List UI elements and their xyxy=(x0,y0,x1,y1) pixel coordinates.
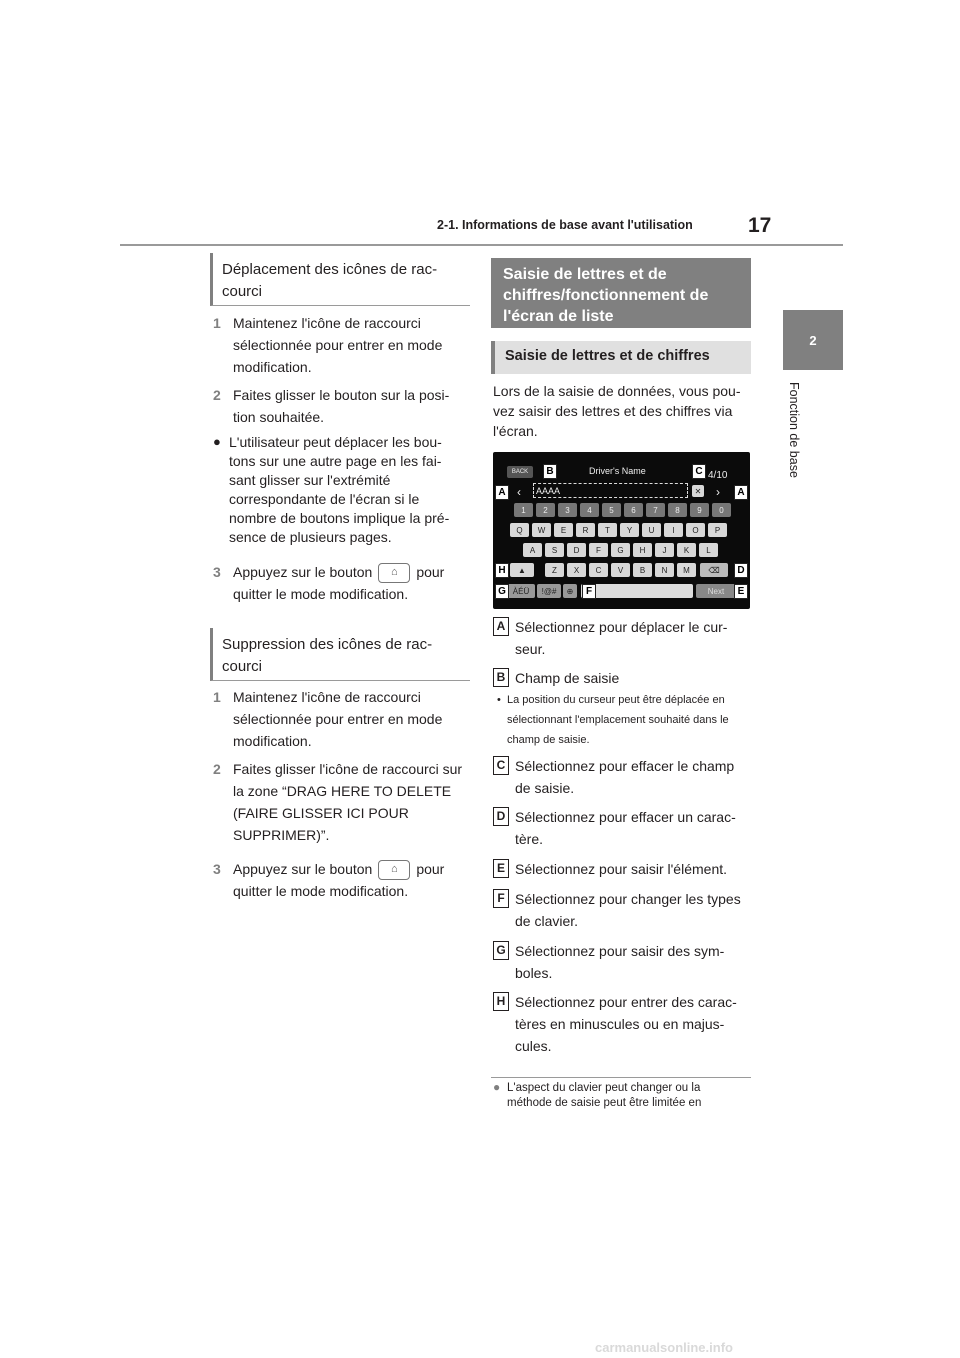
section-heading-delete-icons: Suppression des icônes de rac-courci xyxy=(210,628,470,681)
legend-item-e: E Sélectionnez pour saisir l'élément. xyxy=(493,858,751,880)
step-item: 2 Faites glisser l'icône de raccourci sur la zone “DRAG HERE TO DELETE (FAIRE GLISSER ICI POUR SUPPRIMER)”. xyxy=(213,761,463,843)
legend-item-f: F Sélectionnez pour changer les types de clavier. xyxy=(493,888,751,932)
callout-c: C xyxy=(692,464,706,479)
keyboard-key[interactable]: I xyxy=(664,523,683,537)
step-item: 3 Appuyez sur le bouton ⌂ pour quitter le mode modification. xyxy=(213,861,445,900)
legend-item-d: D Sélectionnez pour effacer un carac-tère. xyxy=(493,806,751,850)
keyboard-key[interactable]: F xyxy=(589,543,608,557)
step-item: 3 Appuyez sur le bouton ⌂ pour quitter le mode modification. xyxy=(213,564,445,603)
symbols-button[interactable]: !@# xyxy=(537,584,561,598)
keyboard-key[interactable]: P xyxy=(708,523,727,537)
legend-item-c: C Sélectionnez pour effacer le champ de saisie. xyxy=(493,755,751,799)
keyboard-key[interactable]: N xyxy=(655,563,674,577)
accent-keys-button[interactable]: ÀÉÜ xyxy=(507,584,535,598)
home-icon: ⌂ xyxy=(378,563,410,583)
footnote-divider xyxy=(491,1077,751,1078)
keyboard-key[interactable]: J xyxy=(655,543,674,557)
input-field[interactable]: AAAA xyxy=(536,486,561,496)
callout-h: H xyxy=(495,563,509,578)
keyboard-key[interactable]: R xyxy=(576,523,595,537)
legend-item-b: B Champ de saisie xyxy=(493,667,751,689)
keyboard-key[interactable]: 0 xyxy=(712,503,731,517)
keyboard-key[interactable]: Q xyxy=(510,523,529,537)
keyboard-key[interactable]: M xyxy=(677,563,696,577)
keyboard-key[interactable]: 4 xyxy=(580,503,599,517)
keyboard-key[interactable]: K xyxy=(677,543,696,557)
screen-title: Driver's Name xyxy=(589,466,646,476)
keyboard-key[interactable]: W xyxy=(532,523,551,537)
space-bar[interactable] xyxy=(581,584,693,598)
callout-a-right: A xyxy=(734,485,748,500)
keyboard-key[interactable]: C xyxy=(589,563,608,577)
cursor-right-icon[interactable]: › xyxy=(716,485,720,499)
keyboard-key[interactable]: A xyxy=(523,543,542,557)
keyboard-key[interactable]: T xyxy=(598,523,617,537)
step-item: 1 Maintenez l'icône de raccourci sélectionnée pour entrer en mode modification. xyxy=(213,689,443,749)
keyboard-key[interactable]: X xyxy=(567,563,586,577)
keyboard-key[interactable]: 2 xyxy=(536,503,555,517)
next-button[interactable]: Next xyxy=(696,584,736,598)
bullet-note: ● L'utilisateur peut déplacer les bou-tons sur une autre page en les fai-sant glisser sur l'extrémité correspondante de l'écran si le nombre de boutons implique la pré-sence de plusieurs pages. xyxy=(213,434,450,545)
keyboard-key[interactable]: 6 xyxy=(624,503,643,517)
cursor-left-icon[interactable]: ‹ xyxy=(517,485,521,499)
header-divider xyxy=(120,244,843,246)
keyboard-key[interactable]: 7 xyxy=(646,503,665,517)
globe-icon[interactable]: ⊕ xyxy=(563,584,577,598)
section-heading-move-icons: Déplacement des icônes de rac-courci xyxy=(210,253,470,306)
keyboard-key[interactable]: U xyxy=(642,523,661,537)
legend-item-a: A Sélectionnez pour déplacer le cur-seur. xyxy=(493,616,751,660)
step-item: 1 Maintenez l'icône de raccourci sélectionnée pour entrer en mode modification. xyxy=(213,315,443,375)
callout-e: E xyxy=(734,584,748,599)
backspace-icon[interactable]: ⌫ xyxy=(700,563,728,577)
keyboard-key[interactable]: D xyxy=(567,543,586,557)
keyboard-key[interactable]: 5 xyxy=(602,503,621,517)
keyboard-key[interactable]: V xyxy=(611,563,630,577)
keyboard-key[interactable]: H xyxy=(633,543,652,557)
char-counter: 4/10 xyxy=(708,470,728,481)
keyboard-key[interactable]: 3 xyxy=(558,503,577,517)
step-item: 2 Faites glisser le bouton sur la posi-tion souhaitée. xyxy=(213,387,450,425)
keyboard-key[interactable]: 1 xyxy=(514,503,533,517)
callout-d: D xyxy=(734,563,748,578)
shift-icon[interactable]: ▲ xyxy=(510,563,534,577)
clear-field-icon[interactable]: ✕ xyxy=(692,485,704,497)
chapter-header: 2-1. Informations de base avant l'utilisation xyxy=(437,218,693,232)
keyboard-key[interactable]: L xyxy=(699,543,718,557)
keyboard-screen-illustration xyxy=(493,452,750,609)
callout-b: B xyxy=(543,464,557,479)
chapter-tab: 2 xyxy=(783,310,843,370)
callout-g: G xyxy=(495,584,509,599)
callout-a-left: A xyxy=(495,485,509,500)
bullet-dot: ● xyxy=(213,434,221,449)
keyboard-key[interactable]: 8 xyxy=(668,503,687,517)
section-title-box: Saisie de lettres et de chiffres/fonctionnement de l'écran de liste xyxy=(491,258,751,328)
keyboard-key[interactable]: G xyxy=(611,543,630,557)
keyboard-key[interactable]: O xyxy=(686,523,705,537)
back-button[interactable]: BACK xyxy=(507,466,533,478)
keyboard-key[interactable]: Z xyxy=(545,563,564,577)
intro-paragraph: Lors de la saisie de données, vous pou-vez saisir des lettres et des chiffres via l'écran. xyxy=(493,383,741,439)
home-icon: ⌂ xyxy=(378,860,410,880)
keyboard-key[interactable]: S xyxy=(545,543,564,557)
keyboard-key[interactable]: B xyxy=(633,563,652,577)
legend-item-g: G Sélectionnez pour saisir des sym-boles. xyxy=(493,940,751,984)
keyboard-key[interactable]: Y xyxy=(620,523,639,537)
callout-f: F xyxy=(582,584,596,599)
keyboard-key[interactable]: E xyxy=(554,523,573,537)
watermark: carmanualsonline.info xyxy=(595,1340,733,1355)
legend-b-note: • La position du curseur peut être déplacée en sélectionnant l'emplacement souhaité dans le champ de saisie. xyxy=(497,694,729,746)
keyboard-key[interactable]: 9 xyxy=(690,503,709,517)
legend-item-h: H Sélectionnez pour entrer des carac-tères en minuscules ou en majus-cules. xyxy=(493,991,751,1057)
page-number: 17 xyxy=(748,214,772,237)
footnote: ● L'aspect du clavier peut changer ou la méthode de saisie peut être limitée en xyxy=(493,1080,702,1109)
chapter-side-label: Fonction de base xyxy=(787,382,801,478)
subsection-heading: Saisie de lettres et de chiffres xyxy=(491,341,751,374)
